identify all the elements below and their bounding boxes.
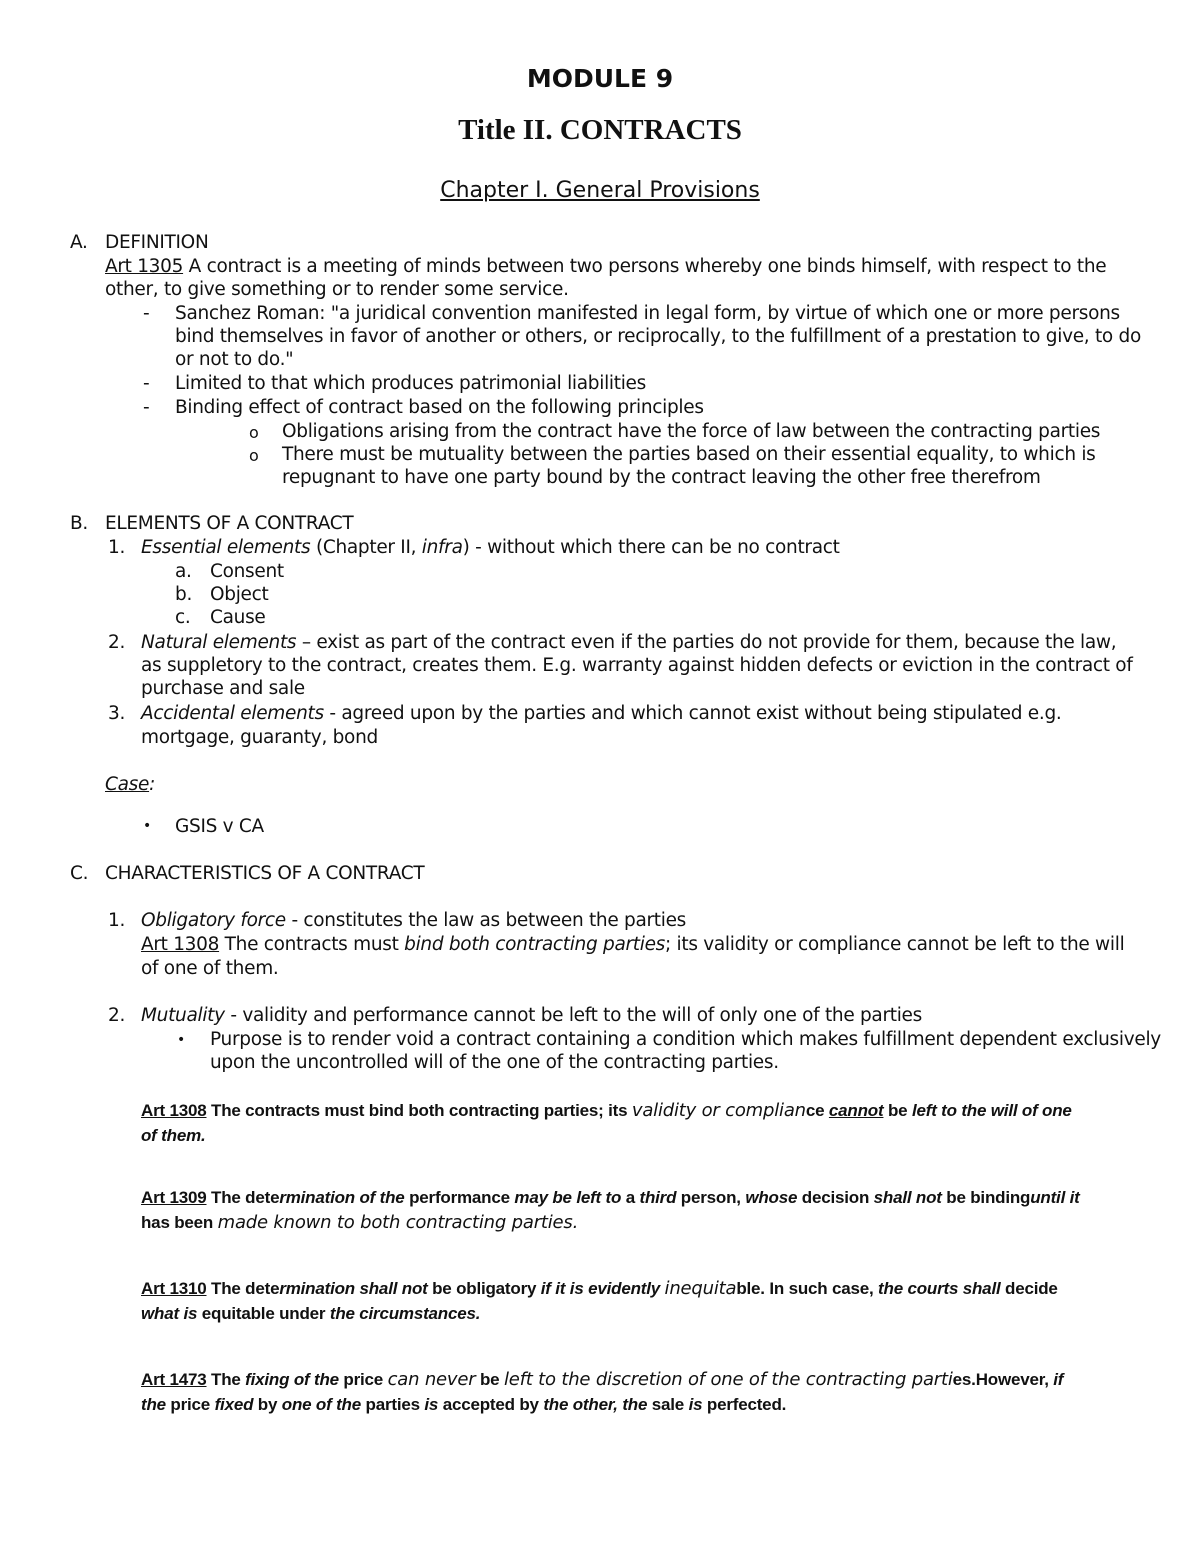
art-1305-text: A contract is a meeting of minds between two persons whereby one binds himself, with respect to the	[183, 256, 1107, 277]
art-1308-inline: Art 1308 The contracts must bind both contracting parties; its validity or compliance cannot be left to the will	[141, 934, 1125, 955]
chapter-heading: Chapter I. General Provisions	[440, 178, 760, 203]
article-1309-line1: Art 1309 The determination of the performance may be left to a third person, whose decision shall not be bindinguntil it	[141, 1188, 1080, 1207]
section-b-heading: ELEMENTS OF A CONTRACT	[105, 513, 354, 534]
accidental-elements-line2: mortgage, guaranty, bond	[141, 727, 378, 748]
art-1305-paragraph	[105, 255, 1106, 278]
number-marker: 2.	[108, 632, 126, 653]
article-1309-line2: has been made known to both contracting parties.	[141, 1212, 579, 1233]
cause-item: Cause	[210, 607, 266, 628]
binding-effect-item: Binding effect of contract based on the following principles	[175, 397, 704, 418]
dash-bullet: -	[143, 373, 150, 394]
section-c-marker: C.	[70, 863, 89, 884]
letter-marker: b.	[175, 584, 193, 605]
number-marker: 2.	[108, 1005, 126, 1026]
article-1310-line2: what is equitable under the circumstances.	[141, 1304, 481, 1323]
mutuality-line2: repugnant to have one party bound by the contract leaving the other free therefrom	[282, 467, 1041, 488]
article-1310-line1: Art 1310 The determination shall not be obligatory if it is evidently inequitable. In such case, the courts shall decide	[141, 1278, 1058, 1299]
dot-bullet: •	[143, 818, 151, 834]
case-label: Case:	[105, 774, 156, 795]
accidental-elements-line1: Accidental elements - agreed upon by the parties and which cannot exist without being stipulated e.g.	[141, 703, 1062, 724]
sanchez-roman-line2: bind themselves in favor of another or others, or reciprocally, to the fulfillment of a prestation to give, to do	[175, 326, 1141, 347]
letter-marker: a.	[175, 561, 192, 582]
dot-bullet: •	[177, 1032, 185, 1048]
module-heading: MODULE 9	[526, 64, 674, 93]
natural-elements-line2: as suppletory to the contract, creates them. E.g. warranty against hidden defects or eviction in the contract of	[141, 655, 1133, 676]
letter-marker: c.	[175, 607, 191, 628]
section-a-marker: A.	[70, 232, 88, 253]
article-1308-line1: Art 1308 The contracts must bind both contracting parties; its validity or compliance cannot be left to the will of one	[141, 1100, 1072, 1121]
number-marker: 1.	[108, 910, 126, 931]
circle-bullet: o	[249, 446, 259, 465]
natural-elements-line1: Natural elements – exist as part of the contract even if the parties do not provide for them, because the law,	[141, 632, 1117, 653]
mutuality-item: Mutuality - validity and performance cannot be left to the will of only one of the parties	[141, 1005, 922, 1026]
section-c-heading: CHARACTERISTICS OF A CONTRACT	[105, 863, 425, 884]
dash-bullet: -	[143, 303, 150, 324]
object-item: Object	[210, 584, 269, 605]
number-marker: 3.	[108, 703, 126, 724]
art-1305-ref: Art 1305	[105, 256, 184, 277]
section-b-marker: B.	[70, 513, 88, 534]
dash-bullet: -	[143, 397, 150, 418]
number-marker: 1.	[108, 537, 126, 558]
art-1308-inline-line2: of one of them.	[141, 958, 279, 979]
sanchez-roman-line3: or not to do."	[175, 349, 294, 370]
section-a-heading: DEFINITION	[105, 232, 209, 253]
force-of-law-item: Obligations arising from the contract have the force of law between the contracting parties	[282, 421, 1101, 442]
purpose-line2: upon the uncontrolled will of the one of the contracting parties.	[210, 1052, 779, 1073]
mutuality-line1: There must be mutuality between the parties based on their essential equality, to which is	[282, 444, 1096, 465]
art-1305-text-line2: other, to give something or to render some service.	[105, 279, 569, 300]
essential-elements-item: Essential elements (Chapter II, infra) - without which there can be no contract	[141, 537, 840, 558]
article-1308-line2: of them.	[141, 1126, 206, 1145]
natural-elements-line3: purchase and sale	[141, 678, 305, 699]
patrimonial-liabilities-item: Limited to that which produces patrimonial liabilities	[175, 373, 646, 394]
circle-bullet: o	[249, 423, 259, 442]
article-1473-line1: Art 1473 The fixing of the price can never be left to the discretion of one of the contracting parties.However, if	[141, 1369, 1064, 1390]
article-1473-line2: the price fixed by one of the parties is accepted by the other, the sale is perfected.	[141, 1395, 787, 1414]
case-item-gsis: GSIS v CA	[175, 816, 264, 837]
sanchez-roman-line1: Sanchez Roman: "a juridical convention manifested in legal form, by virtue of which one or more persons	[175, 303, 1120, 324]
obligatory-force-item: Obligatory force - constitutes the law as between the parties	[141, 910, 686, 931]
document-title: Title II. CONTRACTS	[458, 114, 742, 146]
consent-item: Consent	[210, 561, 284, 582]
purpose-line1: Purpose is to render void a contract containing a condition which makes fulfillment dependent exclusively	[210, 1029, 1161, 1050]
